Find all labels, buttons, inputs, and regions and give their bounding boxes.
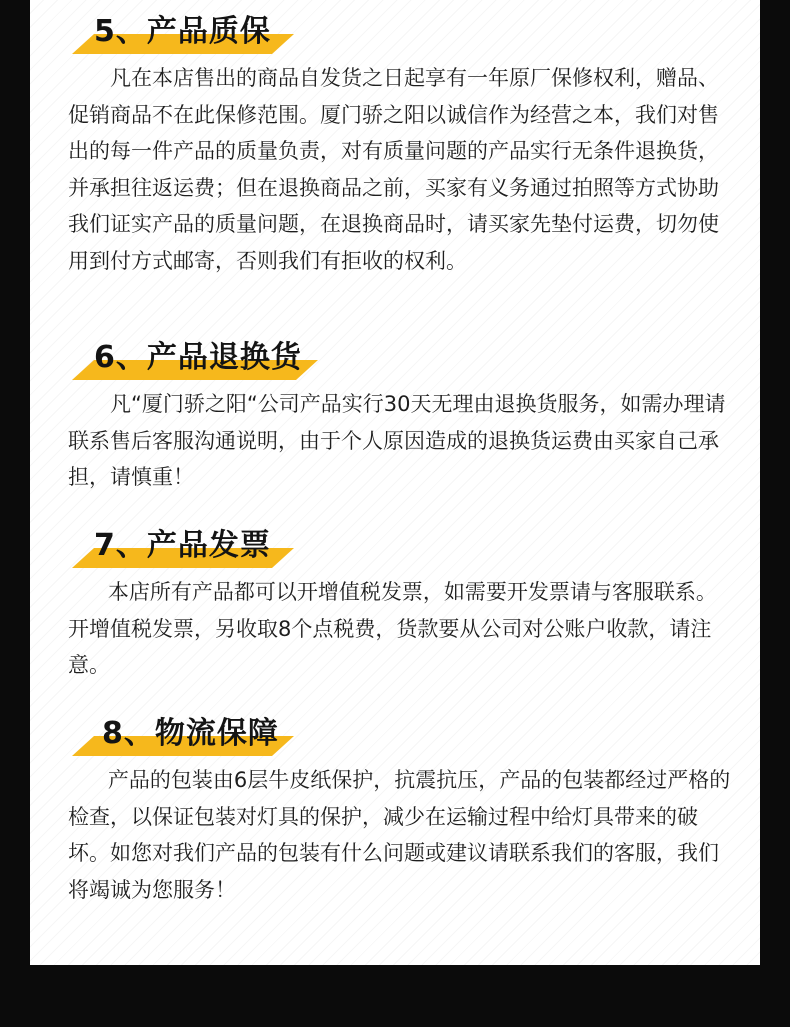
section-title: 5、产品质保 — [94, 14, 271, 49]
section-body: 产品的包装由6层牛皮纸保护，抗震抗压，产品的包装都经过严格的检查，以保证包装对灯具的保护，减少在运输过程中给灯具带来的破坏。如您对我们产品的包装有什么问题或建议请联系我们的客服，我们将竭诚为您服务！ — [68, 768, 731, 902]
section-body: 凡在本店售出的商品自发货之日起享有一年原厂保修权利，赠品、促销商品不在此保修范围。厦门骄之阳以诚信作为经营之本，我们对售出的每一件产品的质量负责，对有质量问题的产品实行无条件退换货，并承担往返运费；但在退换商品之前，买家有义务通过拍照等方式协助我们证实产品的质量问题，在退换商品时，请买家先垫付运费，切勿使用到付方式邮寄，否则我们有拒收的权利。 — [68, 66, 719, 273]
section-heading — [30, 702, 760, 751]
section-body: 凡“厦门骄之阳“公司产品实行30天无理由退换货服务，如需办理请联系售后客服沟通说明，由于个人原因造成的退换货运费由买家自己承担，请慎重！ — [68, 392, 726, 489]
section-heading — [30, 514, 760, 563]
section-returns — [30, 326, 760, 489]
section-body: 本店所有产品都可以开增值税发票，如需要开发票请与客服联系。开增值税发票，另收取8个点税费，货款要从公司对公账户收款，请注意。 — [68, 580, 717, 677]
section-warranty — [30, 0, 760, 273]
section-title: 7、产品发票 — [94, 528, 271, 563]
section-heading — [30, 326, 760, 375]
section-invoice — [30, 514, 760, 677]
section-title: 6、产品退换货 — [94, 340, 302, 375]
section-logistics — [30, 702, 760, 902]
policy-panel — [30, 0, 760, 965]
section-title: 8、物流保障 — [102, 716, 279, 751]
section-heading — [30, 0, 760, 49]
